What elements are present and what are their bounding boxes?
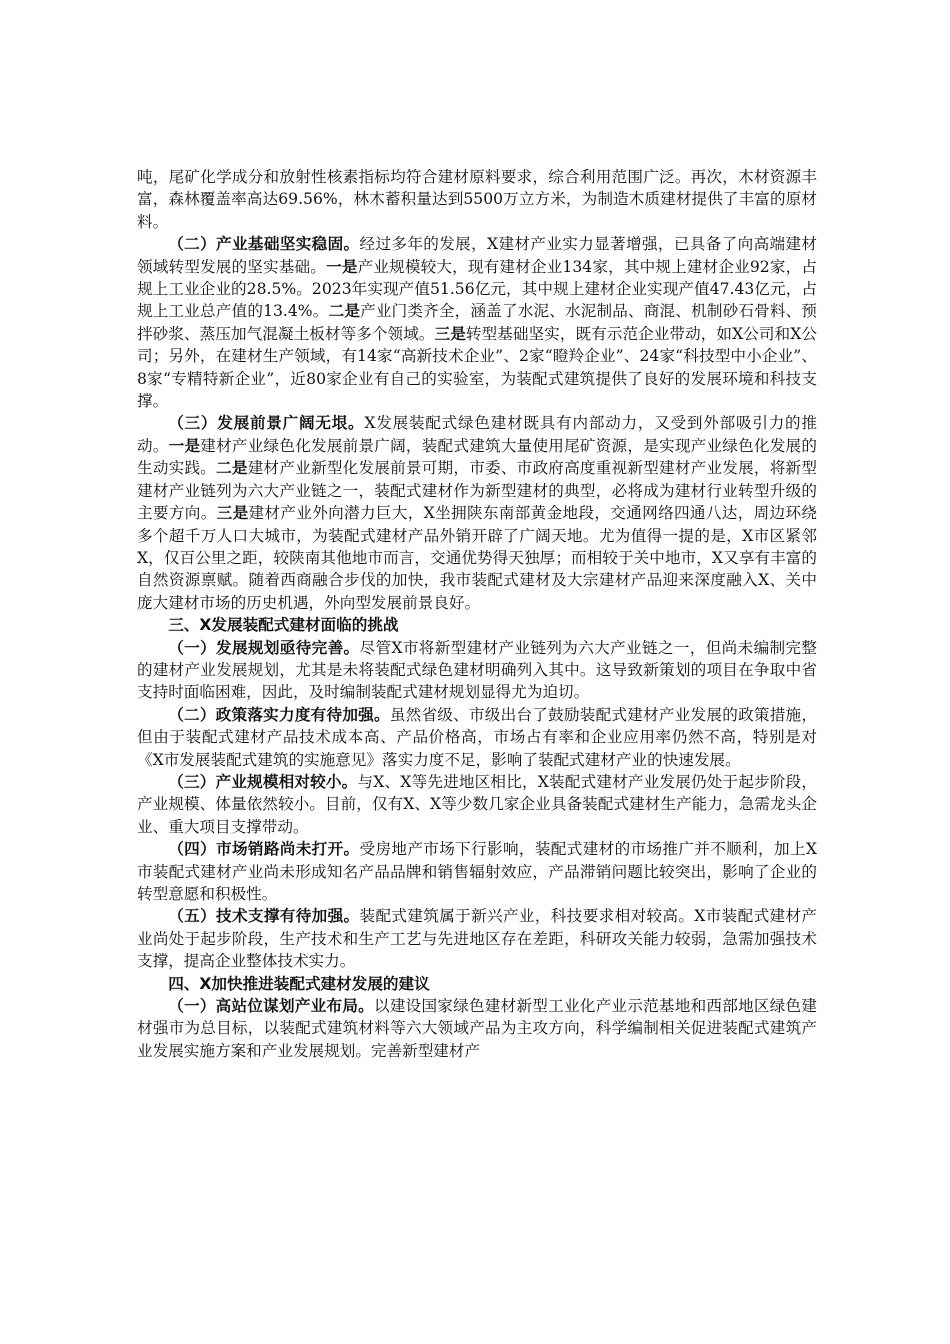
paragraph-resources-continued: 吨，尾矿化学成分和放射性核素指标均符合建材原料要求，综合利用范围广泛。再次，木材资源丰富，森林覆盖率高达69.56%，林木蓄积量达到5500万立方米，为制造木质建材提供了丰富的原材料。 <box>137 168 817 231</box>
body-text: 受房地产市场下行影响，装配式建材的市场推广并不顺利，加上X市装配式建材产业尚未形成知名产品品牌和销售辐射效应，产品滞销问题比较突出，影响了企业的转型意愿和积极性。 <box>137 840 817 903</box>
emphasis-label: 二是 <box>328 302 361 321</box>
paragraph-scale <box>137 771 817 838</box>
body-text: 尽管X市将新型建材产业链列为六大产业链之一，但尚未编制完整的建材产业发展规划，尤其是未将装配式绿色建材明确列入其中。这导致新策划的项目在争取中省支持时面临困难，因此，及时编制装配式建材规划显得尤为迫切。 <box>137 638 817 702</box>
paragraph-technology <box>137 905 817 972</box>
emphasis-label: 二是 <box>216 459 248 478</box>
body-text: 建材产业外向潜力巨大，X坐拥陕东南部黄金地段，交通网络四通八达，周边环绕多个超千万人口大城市，为装配式建材产品外销开辟了广阔天地。尤为值得一提的是，X市区紧邻X，仅百公里之距，较陕南其他地市而言，交通优势得天独厚；而相较于关中地市，X又享有丰富的自然资源禀赋。随着西商融合步伐的加快，我市装配式建材及大宗建材产品迎来深度融入X、关中庞大建材市场的历史机遇，外向型发展前景良好。 <box>137 504 817 612</box>
paragraph-development-prospects <box>137 412 817 614</box>
body-text: 装配式建筑属于新兴产业，科技要求相对较高。X市装配式建材产业尚处于起步阶段，生产技术和生产工艺与先进地区存在差距，科研攻关能力较弱，急需加强技术支撑，提高企业整体技术实力。 <box>137 907 817 971</box>
body-text: 建材产业新型化发展前景可期，市委、市政府高度重视新型建材产业发展，将新型建材产业链列为六大产业链之一，装配式建材作为新型建材的典型，必将成为建材行业转型升级的主要方向。 <box>137 459 817 523</box>
emphasis-label: 三是 <box>434 324 466 343</box>
section-heading-inline: （五）技术支撑有待加强。 <box>168 907 360 926</box>
body-text: 转型基础坚实，既有示范企业带动，如X公司和X公司；另外，在建材生产领域，有14家“高新技术企业”、2家“瞪羚企业”、24家“科技型中小企业”、8家“专精特新企业”，近80家企业有自己的实验室，为装配式建筑提供了良好的发展环境和科技支撑。 <box>137 324 817 411</box>
section-heading-inline: （三）发展前景广阔无垠。 <box>168 414 365 433</box>
body-text: 与X、X等先进地区相比，X装配式建材产业发展仍处于起步阶段，产业规模、体量依然较小。目前，仅有X、X等少数几家企业具备装配式建材生产能力，急需龙头企业、重大项目支撑带动。 <box>137 772 817 836</box>
body-text: 产业门类齐全，涵盖了水泥、水泥制品、商混、机制砂石骨料、预拌砂浆、蒸压加气混凝土板材等多个领域。 <box>137 302 817 343</box>
body-text: X发展装配式绿色建材既具有内部动力，又受到外部吸引力的推动。 <box>137 414 817 455</box>
body-text: 以建设国家绿色建材新型工业化产业示范基地和西部地区绿色建材强市为总目标，以装配式建筑材料等六大领域产品为主攻方向，科学编制相关促进装配式建筑产业发展实施方案和产业发展规划。完善新型建材产 <box>137 997 817 1060</box>
emphasis-label: 一是 <box>326 257 358 276</box>
section-heading-inline: （三）产业规模相对较小。 <box>168 772 358 791</box>
paragraph-policy <box>137 704 817 771</box>
body-text: 虽然省级、市级出台了鼓励装配式建材产业发展的政策措施，但由于装配式建材产品技术成本高、产品价格高，市场占有率和企业应用率仍然不高，特别是对《X市发展装配式建筑的实施意见》落实力度不足，影响了装配式建材产业的快速发展。 <box>137 705 817 769</box>
emphasis-label: 三是 <box>216 504 249 523</box>
section-heading-challenges: 三、X发展装配式建材面临的挑战 <box>168 616 399 635</box>
document-page <box>137 166 817 1062</box>
emphasis-label: 一是 <box>168 436 201 455</box>
body-text: 产业规模较大，现有建材企业134家，其中规上建材企业92家，占规上工业企业的28.5%。2023年实现产值51.56亿元，其中规上建材企业实现产值47.43亿元，占规上工业总产值的13.4%。 <box>137 257 817 321</box>
section-heading-inline: （二）产业基础坚实稳固。 <box>168 235 360 254</box>
paragraph-market <box>137 838 817 905</box>
section-heading-inline: （一）高站位谋划产业布局。 <box>168 997 374 1016</box>
paragraph-layout-planning <box>137 995 817 1062</box>
section-heading-inline: （一）发展规划亟待完善。 <box>168 638 360 657</box>
body-text: 经过多年的发展，X建材产业实力显著增强，已具备了向高端建材领域转型发展的坚实基础。 <box>137 235 817 276</box>
section-heading-inline: （二）政策落实力度有待加强。 <box>168 705 390 724</box>
paragraph-industry-foundation <box>137 233 817 412</box>
paragraph-planning <box>137 637 817 704</box>
section-heading-inline: （四）市场销路尚未打开。 <box>168 840 360 859</box>
body-text: 建材产业绿色化发展前景广阔，装配式建筑大量使用尾矿资源，是实现产业绿色化发展的生动实践。 <box>137 436 817 478</box>
section-heading-suggestions: 四、X加快推进装配式建材发展的建议 <box>168 974 430 993</box>
